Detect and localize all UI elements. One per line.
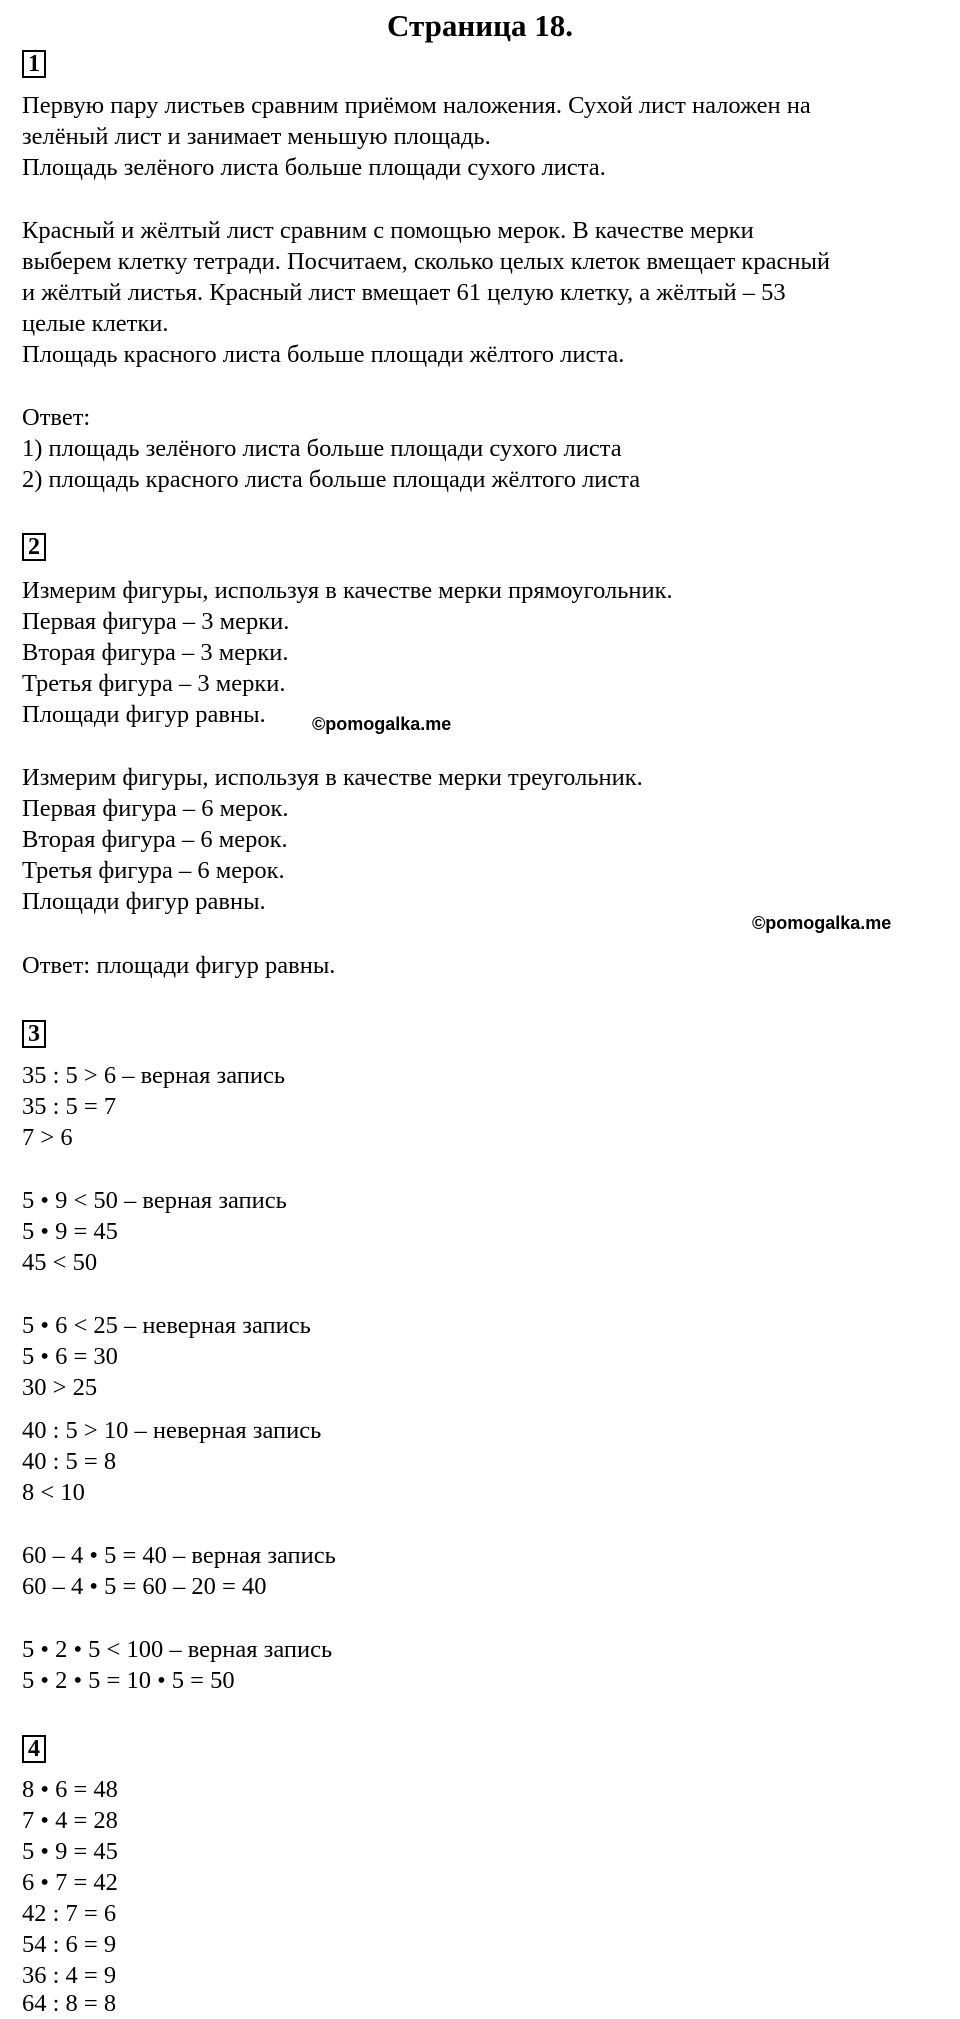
text-line: 5 • 9 = 45: [22, 1218, 118, 1245]
task-number-1: 1: [22, 50, 46, 78]
watermark: ©pomogalka.me: [752, 913, 892, 933]
text-line: и жёлтый листья. Красный лист вмещает 61 целую клетку, а жёлтый – 53: [22, 279, 786, 306]
text-line: Первую пару листьев сравним приёмом наложения. Сухой лист наложен на: [22, 92, 811, 119]
text-line: 64 : 8 = 8: [22, 1990, 117, 2017]
text-line: 8 < 10: [22, 1479, 85, 1506]
text-line: 5 • 9 = 45: [22, 1838, 118, 1865]
text-line: 35 : 5 = 7: [22, 1093, 117, 1120]
text-line: Первая фигура – 3 мерки.: [22, 608, 290, 635]
text-line: Вторая фигура – 3 мерки.: [22, 639, 289, 666]
text-line: Измерим фигуры, используя в качестве мерки треугольник.: [22, 764, 643, 791]
text-line: Площади фигур равны.: [22, 701, 266, 728]
text-line: Вторая фигура – 6 мерок.: [22, 826, 288, 853]
text-line: 45 < 50: [22, 1249, 98, 1276]
text-line: 8 • 6 = 48: [22, 1776, 118, 1803]
text-line: Третья фигура – 6 мерок.: [22, 857, 285, 884]
text-line: Площади фигур равны.: [22, 888, 266, 915]
text-line: 5 • 2 • 5 < 100 – верная запись: [22, 1636, 333, 1663]
answer-label: Ответ:: [22, 404, 91, 431]
text-line: 60 – 4 • 5 = 40 – верная запись: [22, 1542, 336, 1569]
text-line: 54 : 6 = 9: [22, 1931, 117, 1958]
answer-line: 2) площадь красного листа больше площади жёлтого листа: [22, 466, 641, 493]
text-line: 7 • 4 = 28: [22, 1807, 118, 1834]
text-line: 5 • 6 < 25 – неверная запись: [22, 1312, 311, 1339]
task-number-2: 2: [22, 533, 46, 561]
task-number-4: 4: [22, 1735, 46, 1763]
text-line: целые клетки.: [22, 310, 169, 337]
text-line: Измерим фигуры, используя в качестве мерки прямоугольник.: [22, 577, 673, 604]
page-title: Страница 18.: [387, 8, 573, 43]
text-line: 35 : 5 > 6 – верная запись: [22, 1062, 286, 1089]
text-line: 6 • 7 = 42: [22, 1869, 118, 1896]
text-line: 30 > 25: [22, 1374, 98, 1401]
text-line: зелёный лист и занимает меньшую площадь.: [22, 123, 491, 150]
text-line: 60 – 4 • 5 = 60 – 20 = 40: [22, 1573, 267, 1600]
text-line: выберем клетку тетради. Посчитаем, сколько целых клеток вмещает красный: [22, 248, 831, 275]
answer-line: 1) площадь зелёного листа больше площади сухого листа: [22, 435, 622, 462]
text-line: Площадь красного листа больше площади жёлтого листа.: [22, 341, 625, 368]
text-line: Красный и жёлтый лист сравним с помощью мерок. В качестве мерки: [22, 217, 754, 244]
text-line: 5 • 6 = 30: [22, 1343, 118, 1370]
text-line: 7 > 6: [22, 1124, 73, 1151]
text-line: 36 : 4 = 9: [22, 1962, 117, 1989]
text-line: 40 : 5 = 8: [22, 1448, 117, 1475]
watermark: ©pomogalka.me: [312, 714, 452, 734]
task-number-3: 3: [22, 1020, 46, 1048]
answer-line: Ответ: площади фигур равны.: [22, 952, 336, 979]
text-line: Первая фигура – 6 мерок.: [22, 795, 289, 822]
text-line: 5 • 9 < 50 – верная запись: [22, 1187, 287, 1214]
text-line: 5 • 2 • 5 = 10 • 5 = 50: [22, 1667, 235, 1694]
text-line: Третья фигура – 3 мерки.: [22, 670, 286, 697]
text-line: 42 : 7 = 6: [22, 1900, 117, 1927]
text-line: 40 : 5 > 10 – неверная запись: [22, 1417, 322, 1444]
text-line: Площадь зелёного листа больше площади сухого листа.: [22, 154, 606, 181]
